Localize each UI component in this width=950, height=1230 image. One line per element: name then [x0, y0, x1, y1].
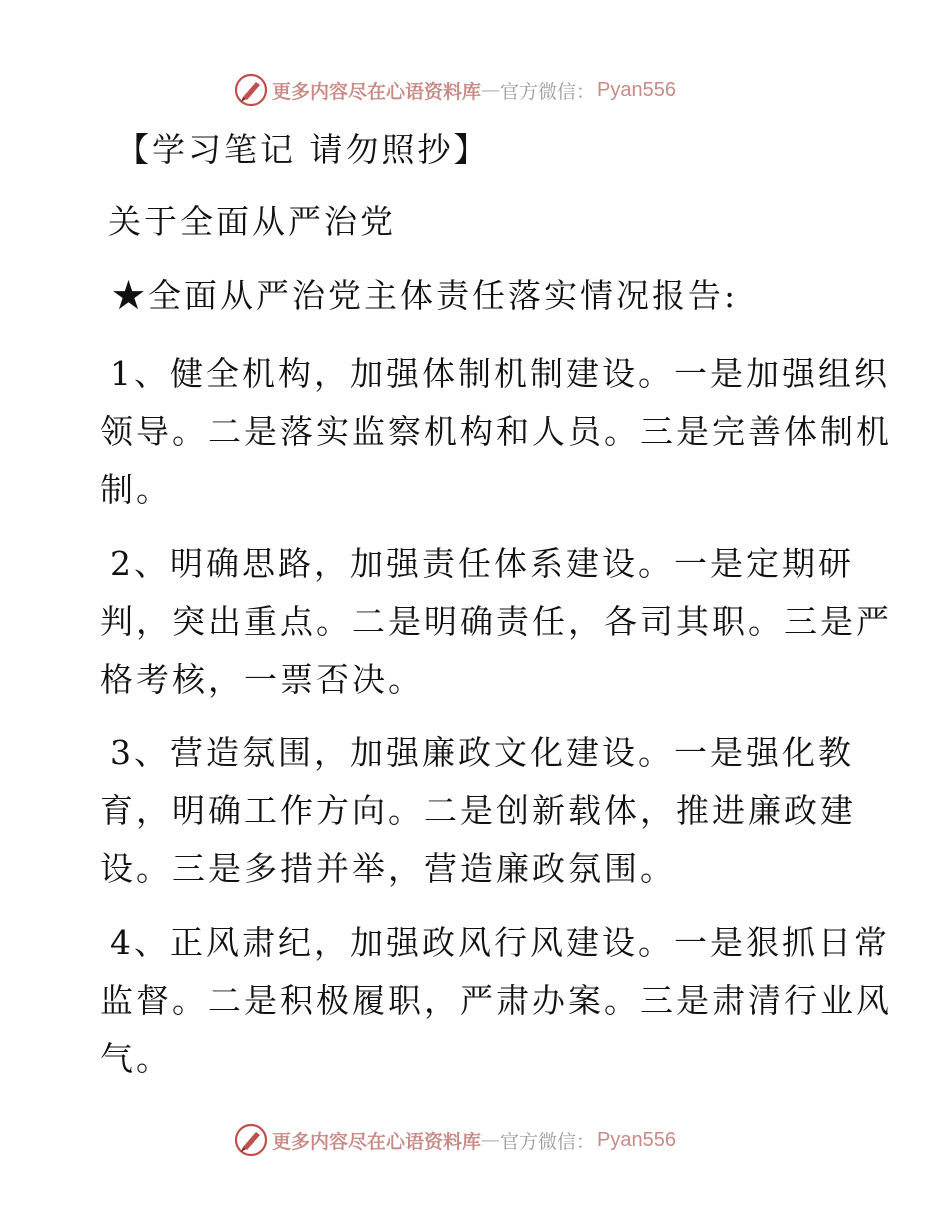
paragraph-4	[100, 914, 892, 1088]
paragraph-line: 4、正风肃纪，加强政风行风建设。一是狠抓日常	[110, 923, 890, 962]
paragraph-line: 领导。二是落实监察机构和人员。三是完善体制机	[100, 412, 892, 451]
paragraph-line: 监督。二是积极履职，严肃办案。三是肃清行业风	[100, 981, 892, 1020]
note-title: 【学习笔记 请勿照抄】	[116, 130, 490, 169]
watermark-header	[234, 72, 676, 108]
pen-logo-icon	[234, 1123, 268, 1157]
paragraph-line: 2、明确思路，加强责任体系建设。一是定期研	[110, 544, 854, 583]
paragraph-line: 判，突出重点。二是明确责任，各司其职。三是严	[100, 602, 892, 641]
paragraph-1	[100, 345, 892, 519]
paragraph-line: 气。	[100, 1039, 172, 1078]
watermark-wechat-id: Pyan556	[597, 78, 676, 101]
watermark-wechat-label: 官方微信：	[500, 1130, 596, 1153]
watermark-main-text: 更多内容尽在心语资料库	[272, 80, 482, 103]
report-heading: ★全面从严治党主体责任落实情况报告:	[112, 276, 739, 315]
watermark-separator: —	[481, 79, 501, 101]
document-subtitle: 关于全面从严治党	[108, 202, 396, 241]
watermark-separator: —	[481, 1129, 501, 1151]
paragraph-3	[100, 724, 860, 898]
paragraph-line: 3、营造氛围，加强廉政文化建设。一是强化教	[110, 733, 854, 772]
watermark-wechat-label: 官方微信：	[500, 80, 596, 103]
paragraph-line: 格考核，一票否决。	[100, 660, 424, 699]
watermark-main-text: 更多内容尽在心语资料库	[272, 1130, 482, 1153]
watermark-wechat-id: Pyan556	[597, 1128, 676, 1151]
paragraph-line: 设。三是多措并举，营造廉政氛围。	[100, 849, 676, 888]
paragraph-2	[100, 535, 892, 709]
watermark-footer	[234, 1122, 676, 1158]
paragraph-line: 1、健全机构，加强体制机制建设。一是加强组织	[110, 354, 890, 393]
paragraph-line: 制。	[100, 470, 172, 509]
pen-logo-icon	[234, 73, 268, 107]
paragraph-line: 育，明确工作方向。二是创新载体，推进廉政建	[100, 791, 856, 830]
